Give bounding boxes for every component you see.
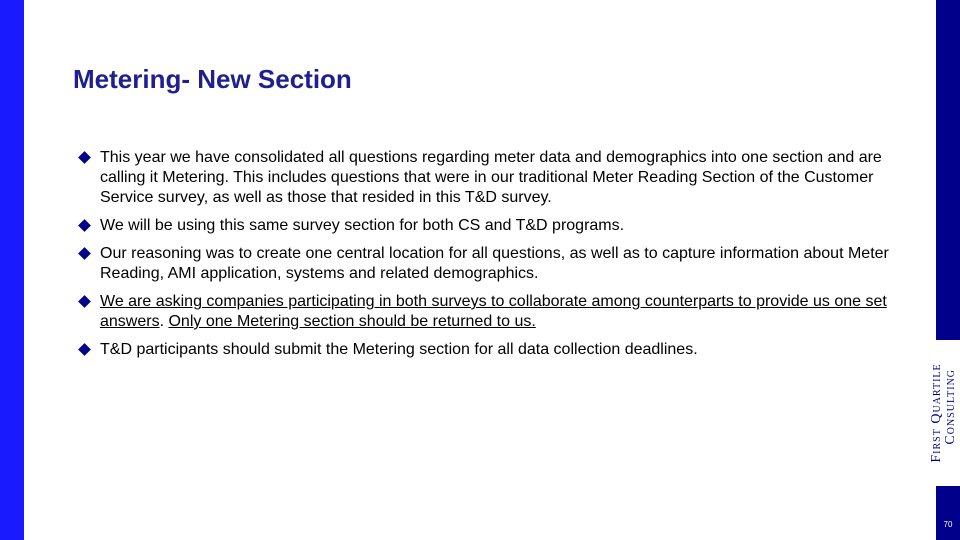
right-accent-bar-top	[936, 0, 960, 340]
bullet-separator: .	[159, 313, 169, 330]
bullet-item	[78, 244, 908, 284]
logo-line-1: First Quartile	[929, 363, 944, 463]
bullet-text-underlined: We are asking companies participating in both surveys to collaborate among counterparts to provide us one set answers	[100, 293, 887, 330]
bullet-text-underlined: Only one Metering section should be returned to us.	[168, 313, 536, 330]
right-accent-bar-bottom	[936, 486, 960, 540]
diamond-bullet-icon	[78, 343, 91, 356]
diamond-bullet-icon	[78, 151, 91, 164]
left-accent-bar	[0, 0, 24, 540]
logo-line-2: Consulting	[943, 368, 958, 445]
bullet-text: T&D participants should submit the Metering section for all data collection deadlines.	[100, 341, 698, 358]
bullet-item	[78, 148, 908, 208]
page-number: 70	[943, 520, 953, 529]
bullet-text: This year we have consolidated all questions regarding meter data and demographics into one section and are calling it Metering. This includes questions that were in our traditional Meter Reading Section of the Customer Service survey, as well as those that resided in this T&D survey.	[100, 149, 882, 206]
bullet-item	[78, 340, 908, 360]
bullet-list	[78, 148, 908, 368]
slide-title: Metering- New Section	[73, 64, 352, 94]
diamond-bullet-icon	[78, 295, 91, 308]
company-logo-text	[930, 363, 958, 462]
bullet-text: Our reasoning was to create one central location for all questions, as well as to capture information about Meter Reading, AMI application, systems and related demographics.	[100, 245, 889, 282]
bullet-text: We will be using this same survey section for both CS and T&D programs.	[100, 217, 625, 234]
diamond-bullet-icon	[78, 219, 91, 232]
diamond-bullet-icon	[78, 247, 91, 260]
bullet-item	[78, 292, 908, 332]
bullet-item	[78, 216, 908, 236]
